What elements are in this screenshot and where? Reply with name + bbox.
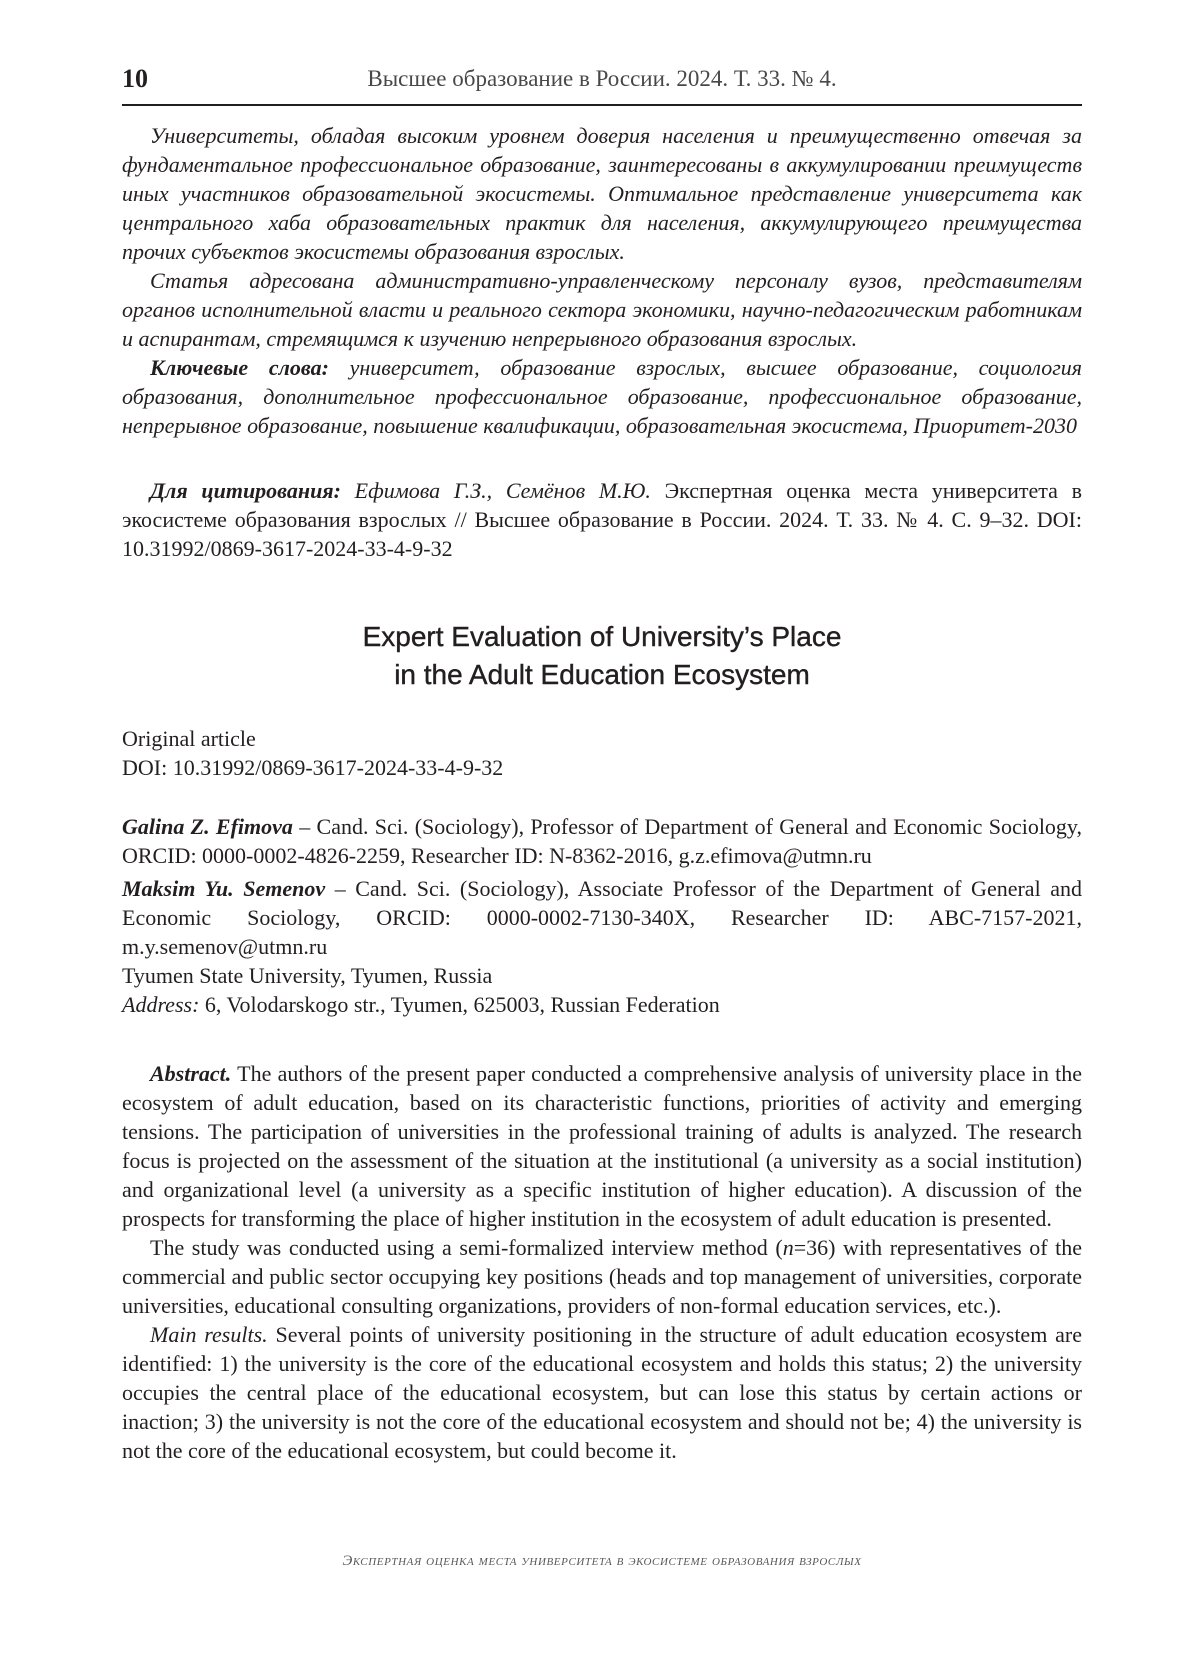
header-rule <box>122 104 1082 106</box>
abstract-p2-n: n <box>782 1235 794 1260</box>
article-doi: DOI: 10.31992/0869-3617-2024-33-4-9-32 <box>122 755 504 780</box>
abstract-p1-text: The authors of the present paper conducted a comprehensive analysis of university place in the ecosystem of adult education, based on its characteristic functions, priorities of activity and emerging tensions. The participation of universities in the professional training of adults is analyzed. The research focus is projected on the assessment of the situation at the institutional (a university as a social institution) and organizational level (a university as a specific institution of higher education). A discussion of the prospects for transforming the place of higher institution in the ecosystem of adult education is presented. <box>122 1061 1082 1231</box>
keywords-text: университет, образование взрослых, высшее образование, социология образования, дополнительное профессиональное образование, профессиональное образование, непрерывное образование, повышение квалификации, образовательная экосистема, Приоритет-2030 <box>122 355 1083 438</box>
author-1 <box>122 812 1082 870</box>
citation-text <box>122 476 1082 563</box>
citation-reference: Экспертная оценка места университета в экосистеме образования взрослых // Высшее образование в России. 2024. Т. 33. № 4. С. 9–32. DOI: 10.31992/0869-3617-2024-33-4-9-32 <box>122 478 1082 561</box>
russian-keywords <box>122 353 1082 440</box>
english-title-line-2: in the Adult Education Ecosystem <box>394 659 810 690</box>
author-2-details: – Cand. Sci. (Sociology), Associate Professor of the Department of General and Economic Sociology, ORCID: 0000-0002-7130-340X, Researcher ID: ABC-7157-2021, m.y.semenov@utmn.ru <box>122 876 1083 959</box>
abstract-label: Abstract. <box>150 1061 232 1086</box>
address-text: 6, Volodarskogo str., Tyumen, 625003, Russian Federation <box>199 992 720 1017</box>
address-label: Address: <box>122 992 200 1017</box>
author-info <box>122 812 1082 1019</box>
russian-abstract-p2: Статья адресована административно-управленческому персоналу вузов, представителям органов исполнительной власти и реального сектора экономики, научно-педагогическим работникам и аспирантам, стремящимся к изучению непрерывного образования взрослых. <box>122 268 1082 351</box>
journal-reference: Высшее образование в России. 2024. Т. 33. № 4. <box>367 66 837 91</box>
abstract-p1 <box>122 1059 1082 1233</box>
address <box>122 990 1082 1019</box>
abstract-p3 <box>122 1320 1082 1465</box>
russian-abstract <box>122 121 1082 440</box>
citation <box>122 476 1082 563</box>
abstract-p3-text: Several points of university positioning in the structure of adult education ecosystem are identified: 1) the university is the core of the educational ecosystem and holds this status; 2) the university occupies the central place of the educational ecosystem, but can lose this status by certain actions or inaction; 3) the university is not the core of the educational ecosystem and should not be; 4) the university is not the core of the educational ecosystem, but could become it. <box>122 1322 1083 1463</box>
citation-authors: Ефимова Г.З., Семёнов М.Ю. <box>340 478 651 503</box>
author-2 <box>122 874 1082 961</box>
article-info <box>122 724 1082 782</box>
english-abstract <box>122 1059 1082 1465</box>
author-2-name: Maksim Yu. Semenov <box>122 876 326 901</box>
abstract-p2 <box>122 1233 1082 1320</box>
page-number: 10 <box>122 64 148 93</box>
main-results-label: Main results. <box>150 1322 268 1347</box>
citation-label: Для цитирования: <box>150 478 341 503</box>
english-title-line-1: Expert Evaluation of University’s Place <box>362 621 842 652</box>
author-1-name: Galina Z. Efimova <box>122 814 293 839</box>
article-type: Original article <box>122 726 256 751</box>
abstract-p2-end: =36) with representatives of the commercial and public sector occupying key positions (heads and top management of universities, corporate universities, educational consulting organizations, providers of non-formal education services, etc.). <box>122 1235 1082 1318</box>
running-footer: Экспертная оценка места университета в экосистеме образования взрослых <box>342 1553 862 1569</box>
abstract-p2-start: The study was conducted using a semi-formalized interview method ( <box>150 1235 783 1260</box>
russian-abstract-p1: Университеты, обладая высоким уровнем доверия населения и преимущественно отвечая за фундаментальное профессиональное образование, заинтересованы в аккумулировании преимуществ иных участников образовательной экосистемы. Оптимальное представление университета как центрального хаба образовательных практик для населения, аккумулирующего преимущества прочих субъектов экосистемы образования взрослых. <box>122 123 1082 264</box>
affiliation: Tyumen State University, Tyumen, Russia <box>122 963 493 988</box>
running-head <box>122 62 1082 100</box>
keywords-label: Ключевые слова: <box>150 355 329 380</box>
english-title <box>122 618 1082 694</box>
author-1-details: – Cand. Sci. (Sociology), Professor of Department of General and Economic Sociology, ORCID: 0000-0002-4826-2259, Researcher ID: N-8362-2016, g.z.efimova@utmn.ru <box>122 814 1083 868</box>
